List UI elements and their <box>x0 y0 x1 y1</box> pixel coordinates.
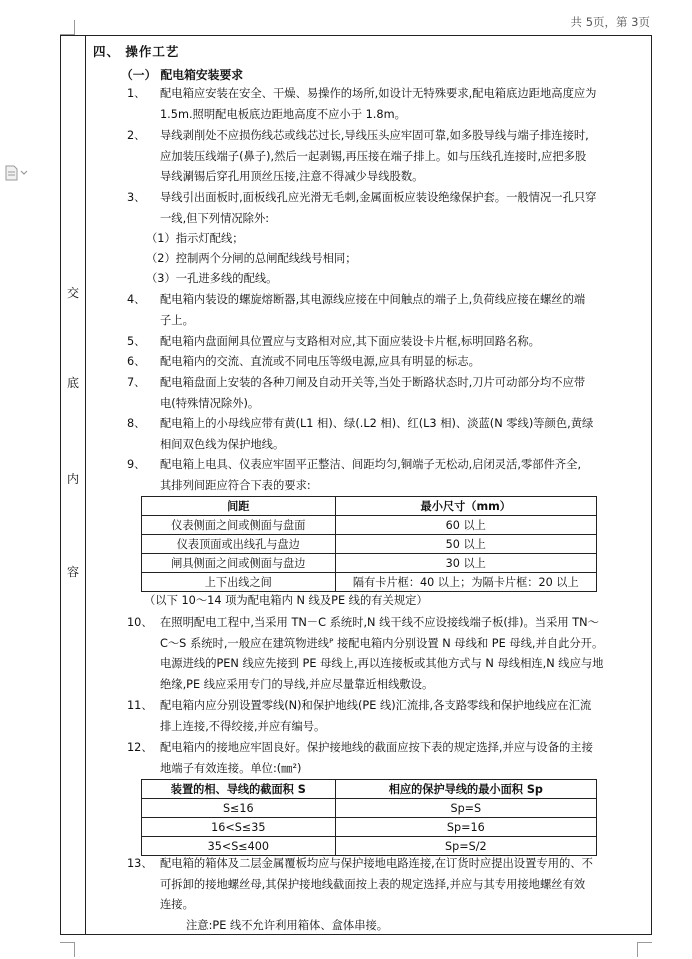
table-cell: S≤16 <box>142 799 336 818</box>
page-info: 共 5页，第 3页 <box>570 15 650 29</box>
table-row <box>142 818 597 837</box>
item-line: 一线,但下列情况除外: <box>160 211 270 225</box>
subsection-title: （一） 配电箱安装要求 <box>121 68 244 82</box>
item-number: 1、 <box>127 87 146 100</box>
table-row <box>142 837 597 856</box>
item-line: 绝缘,PE 线应采用专门的导线,并应尽量靠近相线敷设。 <box>160 677 434 691</box>
table-cell: 仪表顶面或出线孔与盘边 <box>142 535 336 554</box>
item-line: 应加装压线端子(鼻子),然后一起剥锡,再压接在端子排上。如与压线孔连接时,应把多股 <box>160 149 587 163</box>
item-number: 3、 <box>127 191 146 204</box>
table-cell: 16<S≤35 <box>142 818 336 837</box>
item-number: 4、 <box>127 293 146 306</box>
item-line: 相间双色线为保护地线。 <box>160 437 285 451</box>
crop-mark-top-left <box>60 20 75 35</box>
table-header: 相应的保护导线的最小面积 Sp <box>335 780 596 799</box>
item-line: 子上。 <box>160 313 194 327</box>
item-number: 11、 <box>127 699 153 712</box>
item-line: 导线剥削处不应损伤线芯或线芯过长,导线压头应牢固可靠,如多股导线与端子排连接时, <box>160 129 589 142</box>
table-note: （以下 10～14 项为配电箱内 N 线及PE 线的有关规定） <box>144 594 428 607</box>
item-number: 10、 <box>127 616 153 629</box>
side-label-char: 底 <box>66 376 79 390</box>
item-line: 配电箱内的接地应牢固良好。保护接地线的截面应按下表的规定选择,并应与设备的主接 <box>160 741 593 754</box>
table-header: 间距 <box>142 497 336 516</box>
item-line: 1.5m.照明配电板底边距地高度不应小于 1.8m。 <box>160 107 406 121</box>
item-line: 配电箱内的交流、直流或不同电压等级电源,应具有明显的标志。 <box>160 355 480 368</box>
protective-conductor-table <box>141 779 597 856</box>
item-line: 在照明配电工程中,当采用 TN－C 系统时,N 线干线不应设接线端子板(排)。当采用 TN～ <box>160 616 599 629</box>
table-cell: 隔有卡片框：40 以上；为隔卡片框：20 以上 <box>335 573 596 592</box>
side-label-char: 交 <box>66 286 79 300</box>
item-line: 配电箱应安装在安全、干燥、易操作的场所,如设计无特殊要求,配电箱底边距地高度应为 <box>160 87 597 100</box>
item-number: 12、 <box>127 741 153 754</box>
item-number: 13、 <box>127 857 153 870</box>
item-line: 可拆卸的接地螺丝母,其保护接地线截面按上表的规定选择,并应与其专用接地螺丝有效 <box>160 877 586 891</box>
item-number: 5、 <box>127 335 146 348</box>
item-line: 地端子有效连接。单位:(㎜²) <box>160 761 302 775</box>
table-cell: Sp=S/2 <box>335 837 596 856</box>
table-cell: Sp=S <box>335 799 596 818</box>
item-number: 2、 <box>127 129 146 142</box>
exception-item: （3）一孔进多线的配线。 <box>146 272 278 285</box>
item-line: 配电箱内装设的螺旋熔断器,其电源线应接在中间触点的端子上,负荷线应接在螺丝的端 <box>160 293 586 306</box>
item-line: 配电箱上电具、仪表应牢固平正整洁、间距均匀,铜端子无松动,启闭灵活,零部件齐全, <box>160 458 582 471</box>
document-frame <box>60 35 652 935</box>
item-line: 导线引出面板时,面板线孔应光滑无毛刺,金属面板应装设绝缘保护套。一般情况一孔只穿 <box>160 191 597 204</box>
table-row <box>142 535 597 554</box>
item-line: 配电箱上的小母线应带有黄(L1 相)、绿(.L2 相)、红(L3 相)、淡蓝(N 零线)等颜色,黄绿 <box>160 417 594 430</box>
item-line: 其排列间距应符合下表的要求: <box>160 478 311 492</box>
exception-item: （2）控制两个分闸的总闸配线线号相同； <box>146 252 357 265</box>
item-line: 配电箱内盘面闸具位置应与支路相对应,其下面应装设卡片框,标明回路名称。 <box>160 335 540 348</box>
table-row <box>142 554 597 573</box>
table-cell: Sp=16 <box>335 818 596 837</box>
section-title: 四、 操作工艺 <box>93 44 180 59</box>
item-line: 电源进线的PEN 线应先接到 PE 母线上,再以连接板或其他方式与 N 母线相连,N 线应与地 <box>160 657 604 670</box>
item-line: 排上连接,不得绞接,并应有编号。 <box>160 719 326 733</box>
table-cell: 50 以上 <box>335 535 596 554</box>
table-cell: 35<S≤400 <box>142 837 336 856</box>
item-line: 连接。 <box>160 898 194 911</box>
side-label-char: 内 <box>66 472 79 486</box>
spacing-table <box>141 496 597 592</box>
table-row <box>142 799 597 818</box>
side-label-column <box>61 36 86 934</box>
item-line: 配电箱的箱体及二层金属覆板均应与保护接地电路连接,在订货时应提出设置专用的、不 <box>160 857 593 870</box>
table-header: 最小尺寸（mm） <box>335 497 596 516</box>
table-cell: 30 以上 <box>335 554 596 573</box>
exception-item: （1）指示灯配线； <box>146 232 244 245</box>
item-line: 电(特殊情况除外)。 <box>160 396 260 410</box>
item-line: 导线涮锡后穿孔用顶丝压接,注意不得减少导线股数。 <box>160 170 424 183</box>
document-outline-icon[interactable] <box>4 165 30 181</box>
table-row <box>142 573 597 592</box>
table-row <box>142 516 597 535</box>
item-number: 7、 <box>127 376 146 389</box>
table-header: 装置的相、导线的截面积 S <box>142 780 336 799</box>
item-number: 9、 <box>127 458 146 471</box>
table-cell: 仪表侧面之间或侧面与盘面 <box>142 516 336 535</box>
table-cell: 上下出线之间 <box>142 573 336 592</box>
side-label-char: 容 <box>66 565 79 579</box>
table-cell: 60 以上 <box>335 516 596 535</box>
item-line: 配电箱内应分别设置零线(N)和保护地线(PE 线)汇流排,各支路零线和保护地线应在汇流 <box>160 699 592 712</box>
item-number: 6、 <box>127 355 146 368</box>
item-number: 8、 <box>127 417 146 430</box>
item-line: 配电箱盘面上安装的各种刀闸及自动开关等,当处于断路状态时,刀片可动部分均不应带 <box>160 376 586 389</box>
final-note: 注意:PE 线不允许利用箱体、盒体串接。 <box>186 919 389 932</box>
crop-mark-bottom-right <box>637 942 652 957</box>
crop-mark-bottom-left <box>60 942 75 957</box>
table-cell: 闸具侧面之间或侧面与盘边 <box>142 554 336 573</box>
item-line: C～S 系统时,一般应在建筑物进线ᴾ 接配电箱内分别设置 N 母线和 PE 母线,并自此分开。 <box>160 636 604 650</box>
